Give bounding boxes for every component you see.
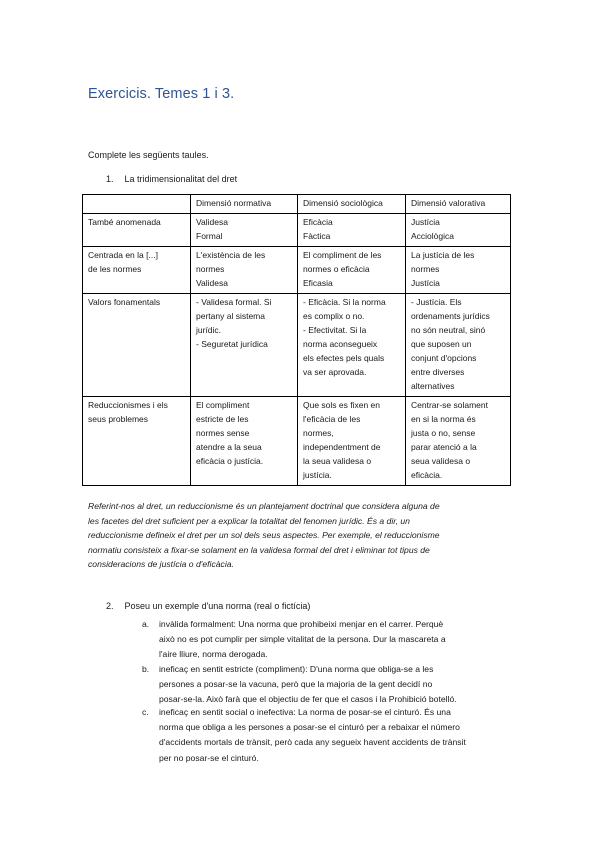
- table-header-cell: [83, 195, 191, 214]
- cell-line: Que sols es fixen en: [303, 400, 381, 410]
- section-1-title: La tridimensionalitat del dret: [124, 174, 238, 184]
- list-item-line: ineficaç en sentit social o inefectiva: La norma de posar-se el cinturó. És una: [159, 707, 451, 717]
- cell-line: norma aconsegueix: [303, 339, 378, 349]
- list-item-line: norma que obliga a les persones a posar-se el cinturó per a rebaixar el número: [159, 722, 460, 733]
- cell-line: Centrar-se solament: [411, 400, 489, 410]
- table-header-row: [83, 195, 511, 214]
- section-1-number: 1.: [106, 174, 114, 184]
- tridimensionality-table: [82, 194, 511, 486]
- cell-line: justa o no, sense: [411, 428, 476, 438]
- cell-line: normes: [196, 264, 225, 274]
- row-label-cell: [83, 294, 191, 397]
- cell-line: Justícia: [411, 278, 440, 288]
- cell-line: Acciològica: [411, 231, 454, 241]
- cell-line: Validesa: [196, 278, 228, 288]
- cell-line: Reduccionismes i els: [88, 400, 168, 410]
- list-item-text: [159, 662, 531, 708]
- note-line: Referint-nos al dret, un reduccionisme és un plantejament doctrinal que considera alguna de: [88, 501, 440, 511]
- list-item-line: l'aire lliure, norma derogada.: [159, 649, 268, 660]
- cell-line: - Seguretat jurídica: [196, 339, 268, 349]
- row-label-cell: [83, 214, 191, 247]
- row-label-cell: [83, 397, 191, 486]
- list-item-line: d'accidents mortals de trànsit, però cada any segueix havent accidents de trànsit: [159, 737, 466, 748]
- cell-line: entre diverses: [411, 367, 465, 377]
- cell-line: els efectes pels quals: [303, 353, 385, 363]
- cell-line: va ser aprovada.: [303, 367, 367, 377]
- table-cell-normativa: [191, 247, 298, 294]
- list-item-text: [159, 617, 531, 663]
- cell-line: parar atenció a la: [411, 442, 477, 452]
- cell-line: normes: [411, 264, 440, 274]
- list-item-line: ineficaç en sentit estricte (compliment): D'una norma que obliga-se a les: [159, 664, 434, 674]
- section-2-number: 2.: [106, 601, 114, 611]
- table-header-cell: Dimensió sociològica: [298, 195, 406, 214]
- reductionism-note: [88, 499, 520, 572]
- list-item-line: això no es pot cumplir per simple vitalitat de la persona. Dur la mascareta a: [159, 634, 446, 645]
- cell-line: conjunt d'opcions: [411, 353, 477, 363]
- cell-line: Justícia: [411, 217, 440, 227]
- cell-line: la seua validesa o: [303, 456, 372, 466]
- note-line: reduccionisme defineix el dret per un sol dels seus aspectes. Per exemple, el reduccionisme: [88, 530, 440, 541]
- table-cell-valorativa: [406, 214, 511, 247]
- cell-line: normes sense: [196, 428, 250, 438]
- table-header-cell: Dimensió normativa: [191, 195, 298, 214]
- table-cell-sociologica: [298, 294, 406, 397]
- table-row: [83, 397, 511, 486]
- cell-line: es complix o no.: [303, 311, 365, 321]
- list-item-line: invàlida formalment: Una norma que prohibeixi menjar en el carrer. Perquè: [159, 619, 444, 629]
- cell-line: - Justícia. Els: [411, 297, 462, 307]
- cell-line: - Eficàcia. Si la norma: [303, 297, 386, 307]
- table-header-cell: Dimensió valorativa: [406, 195, 511, 214]
- cell-line: També anomenada: [88, 217, 161, 227]
- table-row: [83, 294, 511, 397]
- cell-line: Eficasia: [303, 278, 333, 288]
- cell-line: L'existència de les: [196, 250, 266, 260]
- cell-line: - Validesa formal. Si: [196, 297, 272, 307]
- cell-line: de les normes: [88, 264, 142, 274]
- cell-line: seus problemes: [88, 414, 149, 424]
- cell-line: que suposen un: [411, 339, 472, 349]
- cell-line: estricte de les: [196, 414, 249, 424]
- page-title: Exercicis. Temes 1 i 3.: [88, 86, 235, 102]
- table-cell-sociologica: [298, 247, 406, 294]
- list-item-line: posar-se-la. Això farà que el objectiu de fer que el casos i la Prohibició botelló.: [159, 694, 457, 705]
- cell-line: Validesa: [196, 217, 228, 227]
- list-item-marker: c.: [142, 707, 149, 717]
- cell-line: justícia.: [303, 470, 332, 480]
- cell-line: eficàcia.: [411, 470, 443, 480]
- cell-line: no són neutral, sinó: [411, 325, 486, 335]
- table-cell-sociologica: [298, 397, 406, 486]
- section-2-title: Poseu un exemple d'una norma (real o fictícia): [124, 601, 311, 611]
- table-cell-normativa: [191, 214, 298, 247]
- table-cell-sociologica: [298, 214, 406, 247]
- cell-line: - Efectivitat. Si la: [303, 325, 367, 335]
- table-row: [83, 247, 511, 294]
- cell-line: normes o eficàcia: [303, 264, 370, 274]
- cell-line: normes,: [303, 428, 334, 438]
- cell-line: l'eficàcia de les: [303, 414, 361, 424]
- section-2-heading: [106, 601, 310, 611]
- cell-line: atendre a la seua: [196, 442, 262, 452]
- table-body: [83, 195, 511, 486]
- cell-line: La justícia de les: [411, 250, 475, 260]
- cell-line: Formal: [196, 231, 223, 241]
- cell-line: alternatives: [411, 381, 455, 391]
- cell-line: eficàcia o justícia.: [196, 456, 264, 466]
- section-1-heading: [106, 174, 237, 184]
- cell-line: jurídic.: [196, 325, 222, 335]
- table-cell-valorativa: [406, 294, 511, 397]
- cell-line: pertany al sistema: [196, 311, 265, 321]
- cell-line: independentment de: [303, 442, 381, 452]
- cell-line: seua validesa o: [411, 456, 471, 466]
- list-item-marker: a.: [142, 619, 150, 629]
- list-item-marker: b.: [142, 664, 150, 674]
- cell-line: Centrada en la [...]: [88, 250, 158, 260]
- row-label-cell: [83, 247, 191, 294]
- cell-line: El compliment: [196, 400, 250, 410]
- cell-line: en si la norma és: [411, 414, 476, 424]
- note-line: consideracions de justícia o d'eficàcia.: [88, 559, 234, 570]
- note-line: normatiu consisteix a fixar-se solament en la validesa formal del dret i eliminar tot tipus de: [88, 544, 430, 555]
- list-item-line: persones a posar-se la vacuna, però que la majoria de la gent decidí no: [159, 679, 433, 690]
- intro-text: Complete les següents taules.: [88, 150, 209, 160]
- cell-line: Valors fonamentals: [88, 297, 161, 307]
- cell-line: Eficàcia: [303, 217, 333, 227]
- list-item-text: [159, 705, 531, 766]
- table-row: [83, 214, 511, 247]
- table-cell-normativa: [191, 294, 298, 397]
- note-line: les facetes del dret suficient per a explicar la totalitat del fenomen jurídic. És a dir, un: [88, 515, 410, 526]
- list-item-line: per no posar-se el cinturó.: [159, 752, 259, 763]
- table-cell-valorativa: [406, 247, 511, 294]
- cell-line: El compliment de les: [303, 250, 382, 260]
- cell-line: Fàctica: [303, 231, 331, 241]
- table-cell-valorativa: [406, 397, 511, 486]
- table-cell-normativa: [191, 397, 298, 486]
- cell-line: ordenaments jurídics: [411, 311, 490, 321]
